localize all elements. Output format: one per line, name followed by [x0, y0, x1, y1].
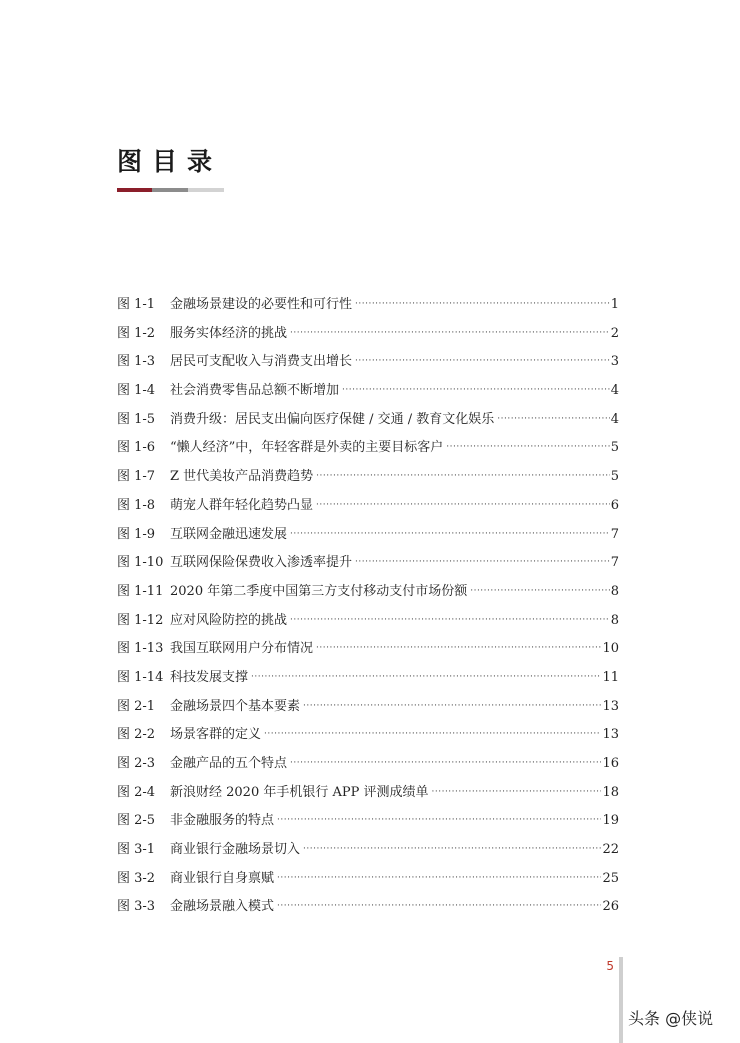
- figure-label: 图 2-2: [117, 727, 156, 743]
- figure-label: 图 1-8: [117, 497, 156, 513]
- figure-page-number: 4: [610, 383, 619, 399]
- dot-leader: [342, 380, 610, 400]
- figure-label: 图 1-11: [117, 583, 164, 599]
- figure-title: 新浪财经 2020 年手机银行 APP 评测成绩单: [170, 784, 429, 800]
- figure-title: 互联网金融迅速发展: [170, 526, 288, 542]
- figure-label: 图 1-6: [117, 440, 156, 456]
- dot-leader: [290, 753, 601, 773]
- figure-title: 场景客群的定义: [170, 727, 262, 743]
- figure-page-number: 22: [602, 842, 619, 858]
- dot-leader: [316, 495, 610, 515]
- figure-list-item[interactable]: [117, 811, 619, 840]
- figure-label: 图 2-3: [117, 756, 156, 771]
- figure-list-item[interactable]: [117, 324, 619, 353]
- figure-title: 我国互联网用户分布情况: [170, 641, 314, 657]
- dot-leader: [277, 868, 601, 888]
- page-title: 图目录: [117, 147, 223, 176]
- figure-list-item[interactable]: [117, 438, 619, 467]
- figure-title: 2020 年第二季度中国第三方支付移动支付市场份额: [170, 583, 468, 599]
- dot-leader: [355, 552, 610, 572]
- figure-page-number: 7: [610, 555, 619, 571]
- dot-leader: [264, 724, 601, 744]
- figure-list-item[interactable]: [117, 639, 619, 668]
- figure-title: 金融场景四个基本要素: [170, 698, 301, 714]
- figure-title: 消费升级：居民支出偏向医疗保健 / 交通 / 教育文化娱乐: [170, 411, 495, 427]
- title-underline-light: [188, 188, 224, 192]
- dot-leader: [497, 409, 609, 429]
- figure-page-number: 26: [602, 899, 619, 915]
- dot-leader: [316, 638, 601, 658]
- figure-page-number: 5: [610, 469, 619, 485]
- figure-list-item[interactable]: [117, 410, 619, 439]
- dot-leader: [277, 896, 601, 916]
- figure-label: 图 1-4: [117, 383, 156, 399]
- figure-page-number: 8: [610, 612, 619, 628]
- figure-title: 非金融服务的特点: [170, 813, 275, 829]
- figure-page-number: 13: [602, 698, 619, 714]
- figure-list-item[interactable]: [117, 525, 619, 554]
- figure-label: 图 1-10: [117, 555, 164, 571]
- figure-title: 萌宠人群年轻化趋势凸显: [170, 497, 314, 513]
- figure-label: 图 3-3: [117, 899, 156, 915]
- figure-page-number: 5: [610, 440, 619, 456]
- page-number: 5: [606, 959, 614, 973]
- figure-label: 图 1-3: [117, 354, 156, 370]
- figure-label: 图 1-5: [117, 411, 156, 427]
- figure-list-item[interactable]: [117, 697, 619, 726]
- figure-page-number: 6: [610, 497, 619, 513]
- figure-page-number: 8: [610, 583, 619, 599]
- figure-page-number: 19: [602, 813, 619, 829]
- watermark: 头条 @侠说: [628, 1009, 714, 1028]
- figure-page-number: 25: [602, 870, 619, 886]
- figure-title: 金融场景融入模式: [170, 899, 275, 915]
- figure-list-item[interactable]: [117, 352, 619, 381]
- figure-list-item[interactable]: [117, 295, 619, 324]
- figure-title: 金融产品的五个特点: [170, 756, 288, 771]
- figure-list-item[interactable]: [117, 897, 619, 926]
- figure-page-number: 13: [602, 727, 619, 743]
- dot-leader: [277, 810, 601, 830]
- figure-list-item[interactable]: [117, 611, 619, 640]
- dot-leader: [251, 667, 601, 687]
- figure-label: 图 2-4: [117, 784, 156, 800]
- dot-leader: [290, 323, 610, 343]
- figure-title: 居民可支配收入与消费支出增长: [170, 354, 353, 370]
- dot-leader: [303, 839, 601, 859]
- figure-list-item[interactable]: [117, 840, 619, 869]
- dot-leader: [290, 524, 610, 544]
- figure-label: 图 2-5: [117, 813, 156, 829]
- dot-leader: [446, 437, 609, 457]
- figure-list-item[interactable]: [117, 496, 619, 525]
- figure-label: 图 1-13: [117, 641, 164, 657]
- figure-list-item[interactable]: [117, 754, 619, 783]
- figure-label: 图 1-1: [117, 297, 156, 312]
- dot-leader: [355, 294, 610, 314]
- figure-list-item[interactable]: [117, 381, 619, 410]
- title-underline: [117, 188, 224, 192]
- figure-title: 应对风险防控的挑战: [170, 612, 288, 628]
- figure-label: 图 1-7: [117, 469, 156, 485]
- dot-leader: [470, 581, 610, 601]
- figure-page-number: 4: [610, 411, 619, 427]
- figure-title: Z 世代美妆产品消费趋势: [170, 469, 314, 485]
- dot-leader: [290, 610, 610, 630]
- dot-leader: [355, 351, 610, 371]
- figure-title: 商业银行自身禀赋: [170, 870, 275, 886]
- figure-list-item[interactable]: [117, 553, 619, 582]
- figure-title: 科技发展支撑: [170, 669, 249, 685]
- figure-title: 服务实体经济的挑战: [170, 325, 288, 341]
- figure-title: “懒人经济”中，年轻客群是外卖的主要目标客户: [170, 440, 444, 456]
- figure-page-number: 3: [610, 354, 619, 370]
- figure-label: 图 1-9: [117, 526, 156, 542]
- figure-list-item[interactable]: [117, 582, 619, 611]
- figure-page-number: 11: [602, 669, 619, 685]
- figure-page-number: 1: [610, 297, 619, 312]
- figure-label: 图 1-2: [117, 325, 156, 341]
- figure-list: [117, 295, 619, 926]
- figure-list-item[interactable]: [117, 783, 619, 812]
- dot-leader: [316, 466, 610, 486]
- dot-leader: [303, 696, 601, 716]
- figure-label: 图 3-2: [117, 870, 156, 886]
- title-underline-mid: [152, 188, 188, 192]
- figure-list-item[interactable]: [117, 668, 619, 697]
- figure-page-number: 16: [602, 756, 619, 771]
- figure-label: 图 1-12: [117, 612, 164, 628]
- figure-label: 图 1-14: [117, 669, 164, 685]
- figure-page-number: 10: [602, 641, 619, 657]
- figure-title: 金融场景建设的必要性和可行性: [170, 297, 353, 312]
- figure-title: 商业银行金融场景切入: [170, 842, 301, 858]
- dot-leader: [432, 782, 602, 802]
- figure-list-item[interactable]: [117, 869, 619, 898]
- figure-label: 图 3-1: [117, 842, 156, 858]
- title-underline-accent: [117, 188, 152, 192]
- figure-page-number: 18: [602, 784, 619, 800]
- figure-title: 社会消费零售品总额不断增加: [170, 383, 340, 399]
- page-edge-rule: [619, 957, 623, 1043]
- figure-list-item[interactable]: [117, 467, 619, 496]
- figure-list-item[interactable]: [117, 725, 619, 754]
- figure-title: 互联网保险保费收入渗透率提升: [170, 555, 353, 571]
- figure-page-number: 7: [610, 526, 619, 542]
- figure-label: 图 2-1: [117, 698, 156, 714]
- figure-page-number: 2: [610, 325, 619, 341]
